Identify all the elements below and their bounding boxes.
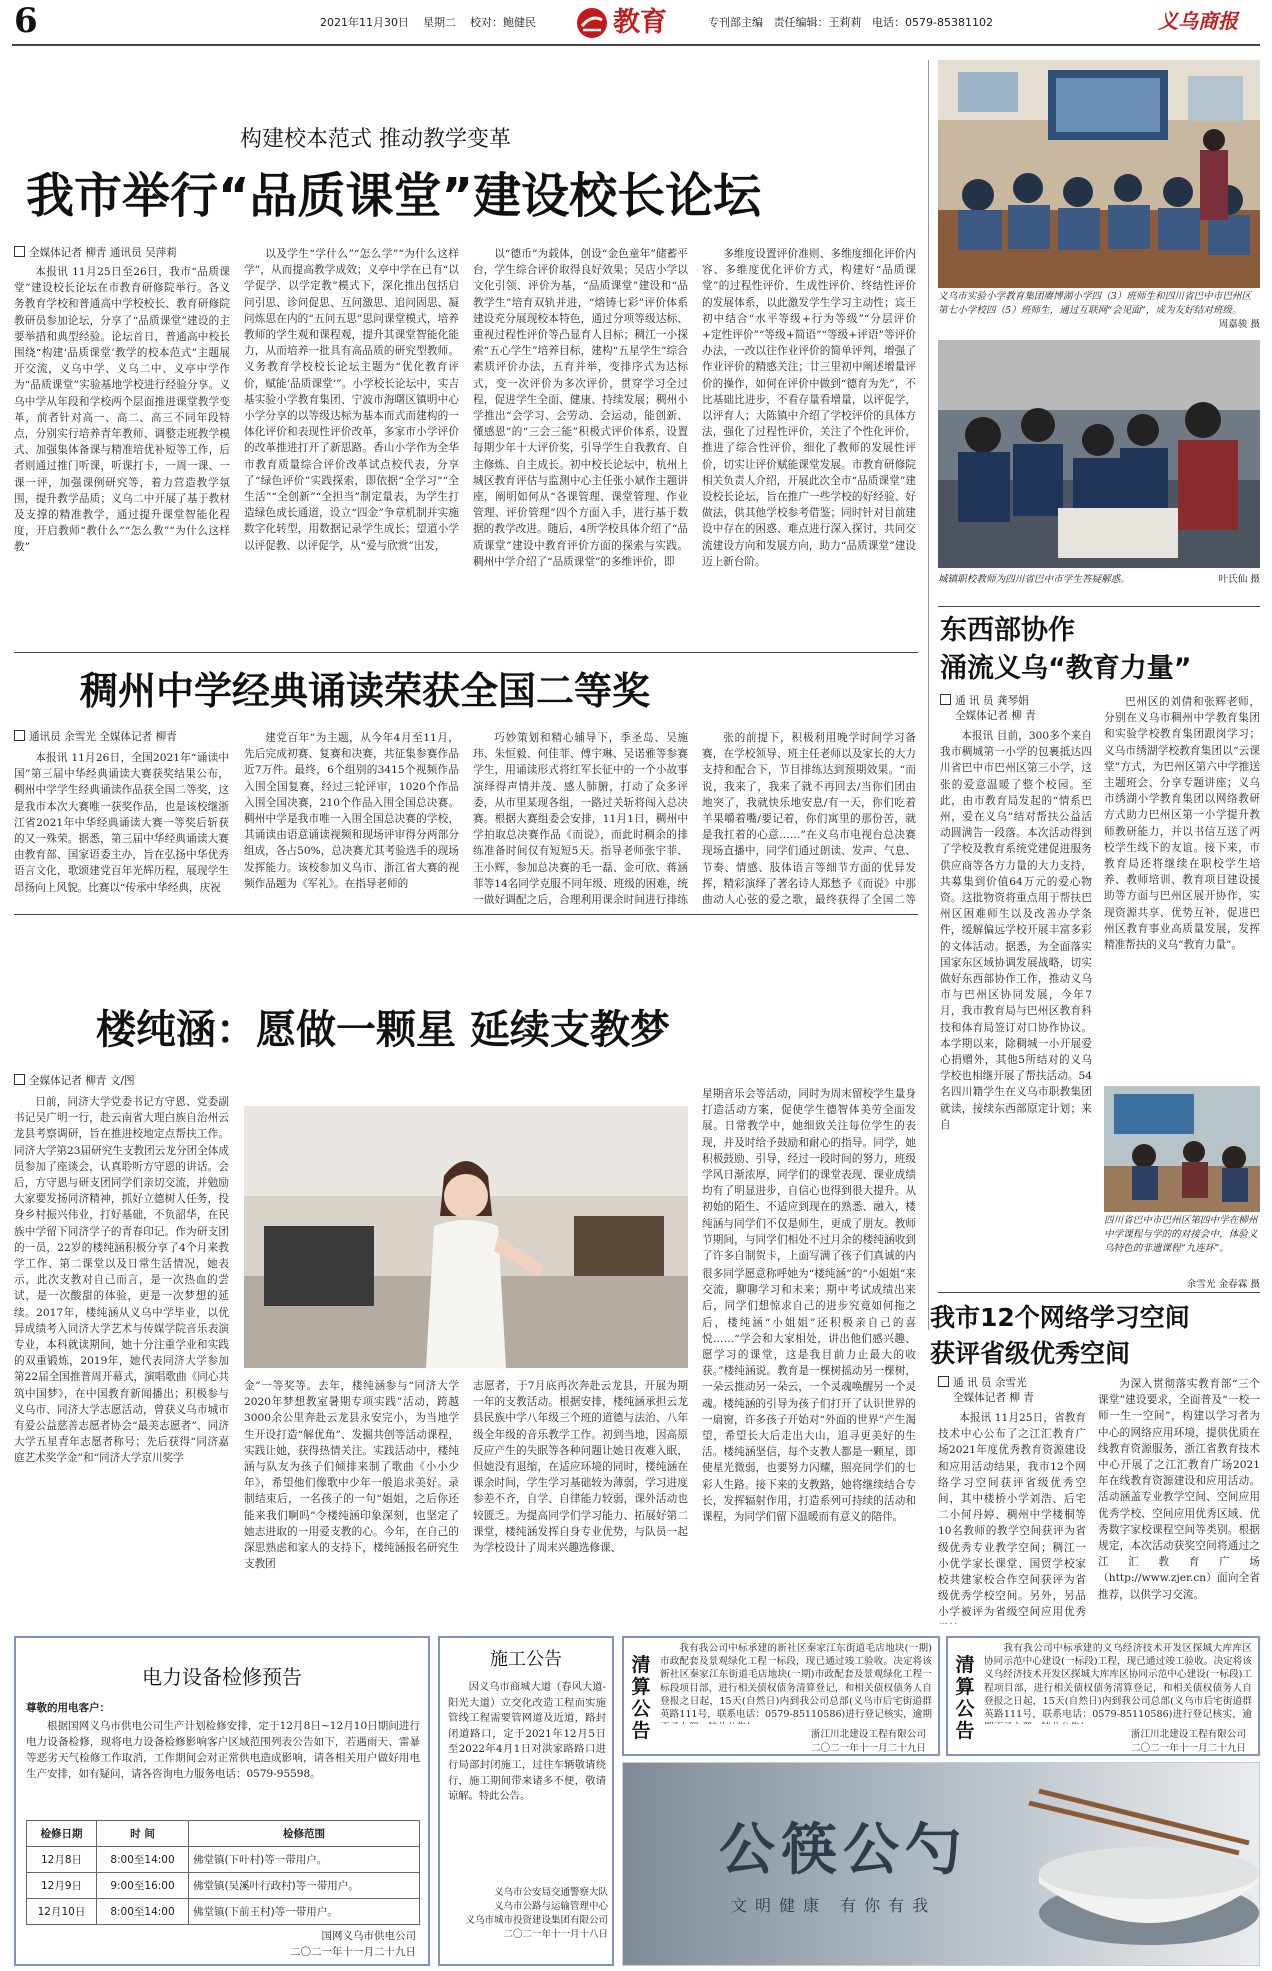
table-row: 12月8日 8:00至14:00 佛堂镇(下叶村)等一带用户。 (27, 1847, 420, 1873)
power-notice-signer: 国网义乌市供电公司 (321, 1930, 416, 1942)
article4-top-rule (14, 914, 918, 915)
clearance2-date: 二〇二一年十一月二十九日 (1130, 1743, 1246, 1754)
article1-col-1: 本报讯 11月25日至26日，我市“品质课堂”建设校长论坛在市教育研修院举行。各义务教育学校和普通高中学校校长、教育研修院教研员参加论坛，分享了“品质课堂”建设的主要举措和典型经验。论坛首日，普通高中校长围绕“构建‘品质课堂’教学的校本范式”主题展开交流，义乌中学、义乌二中、义亭中学作为“品质课堂”实验基地学校进行经验分享。义乌中学从年段和学校两个层面推进课堂教学变革，前者针对高一、高二、高三不同年段特点，分别实行培养青年教师、调整走班教学模式、加强集体备课与精准培优补短等工作，后者则通过推门听课，听课打卡，一周一课、一课一评，加强课例研究等，着力营造教学氛围，提升教学品质；义乌二中开展了基于教材及支撑的精准教学，通过提升课堂智能化程度，开启教师“教什么”“怎么教”“为什么这样教” (14, 266, 230, 554)
article3-col-b: 巴州区的刘倩和张辉老师，分别在义乌市稠州中学教育集团和实验学校教育集团跟岗学习；义乌市绣湖学校教育集团以“云课堂”方式，为巴州区第六中学推送主题班会、分享专题讲座；义乌市绣湖小学教育集团以网络教研方式助力巴州区第一小学提升教师教研能力，并以书信互送了两校学生线下的友谊。接下来，市教育局还将继续在职校学生培养、教师培训、教育项目建设援助等方面与巴州区展开协作，实现资源共享、优势互补，促进巴州区教育事业高质量发展，发挥精准帮扶的义乌“教育力量”。 (1104, 696, 1260, 952)
article2-col-4: 张的前提下，积极利用晚学时间学习备赛，在学校领导、班主任老师以及家长的大力支持和配合下，节目排练达到预期效果。“而说，我来了，我来了就不再回去/当你们团由地突了，我就快乐地安息/有一天，你们吃着羊果嚼着嘴/要记着，你们寓里的那份苦，就是我扛着的心意……”在义乌市电视台总决赛现场直播中，同学们通过朗读、发声、气息、节奏、情感、肢体语言等细节方面的优异发挥，精彩演绎了著名诗人郑愁予《而说》中那曲动人心弦的爱之歌，最终获得了全国二等 (702, 732, 916, 906)
construction-notice-body: 因义乌市商城大道（春风大道-阳光大道）立交化改造工程而实施管线工程需要管网道及近道，路封闭道路口，定于2021年12月5日至2022年4月1日对洪家路路口进行局部封闭施工，过往车辆敬请绕行，施工期间带来诸多不便，敬请谅解。特此公告。 (448, 1681, 606, 1803)
power-maintenance-notice (14, 1636, 430, 1966)
photo1-credit: 周嘉骏 摄 (1218, 319, 1260, 330)
article4-col-4b: 很多同学愿意称呼她为“楼纯涵”的“小姐姐”来交流，聊聊学习和未来；期中考试成绩出来后，同学们想惊求自己的进步究竟如何拖之后，楼纯涵“小姐姐”还积极亲自己的喜悦……“学会和大家相处，讲出他们感兴趣、愿学习的课堂，这是我目前力止最大的收获。”楼纯涵说。教育是一棵树摇动另一棵树，一朵云推动另一朵云，一个灵魂唤醒另一个灵魂。楼纯涵的引导为孩子们打开了认识世界的一扇窗，许多孩子开始对“外面的世界”产生渴望，希望长大后走出大山，追寻更美好的生活。楼纯涵坚信，每个支教人都是一颗星，即使星光微弱，也要努力闪耀，照亮同学们的七彩人生路。接下来的支教路，她将继续结合专长，发挥辐射作用，打造系列可持续的活动和课程，为同学们留下温暖而有意义的陪伴。 (702, 1268, 916, 1524)
construction-notice (438, 1636, 614, 1966)
section-logo-icon (573, 6, 611, 40)
masthead-rule (12, 44, 1260, 46)
article3-top-rule (938, 606, 1260, 607)
clearance1-signer: 浙江川北建设工程有限公司 (810, 1729, 926, 1740)
article4-col-3: 志愿者，于7月底再次奔赴云龙县，开展为期一年的支教活动。根据安排，楼纯涵承担云龙县民族中学八年级三个班的道德与法治、八年级全年级的音乐教学工作。初到当地，因高原反应产生的失眠等各种问题让她日夜难入眠，但她没有退缩，在适应环境的同时，楼纯涵在课余时间，学生学习基础较为薄弱，学习进度参差不齐，自学、自律能力较弱，课外活动也较匮乏。为提高同学们学习能力、拓展好第二课堂，楼纯涵发挥自身专业优势，与队员一起为学校设计了周末兴趣选修课、 (473, 1380, 688, 1555)
photo3-credit: 余雪光 金春霖 摄 (1186, 1279, 1260, 1290)
article4-headline: 楼纯涵：愿做一颗星 延续支教梦 (96, 1007, 670, 1053)
construction-notice-title: 施工公告 (490, 1649, 562, 1670)
clearance1-label: 清算公告 (631, 1654, 651, 1742)
power-schedule-table (26, 1820, 420, 1925)
article2-col-1: 本报讯 11月26日，全国2021年“诵读中国”第三届中华经典诵读大赛获奖结果公布，稠州中学学生经典诵读作品获全国二等奖，这是我市本次大赛唯一获奖作品，也是该校继浙江省2021年中华经典诵读大赛一等奖后斩获的又一殊荣。据悉，第三届中华经典诵读大赛由教育部、国家语委主办，旨在弘扬中华优秀语言文化，歌颂建党百年光辉历程，展现学生昂扬向上风貌。比赛以“传承中华经典，庆祝 (14, 752, 229, 894)
proofreader: 校对：鲍健民 (470, 16, 536, 29)
page-number: 6 (14, 1, 38, 41)
article3-col-a: 本报讯 目前，300多个来自我市稠城第一小学的包裹抵达四川省巴中市巴州区第三小学，这张的爱意温暖了整个校园。至此，由市教育局发起的“情系巴州，爱在义乌”结对帮扶公益活动圆满告一段落。本次活动得到了学校及教育系统党建促进服务供应商等各方力量的大力支持，共募集到价值64万元的爱心物资。这批物资将重点用于帮扶巴州区困难师生以及改善办学条件，缓解偏远学校开展丰富多彩的文体活动。据悉，为全面落实国家东区域协调发展战略，切实做好东西部协作工作，推动义乌市与巴州区协同发展，今年7月，我市教育局与巴州区教育科技和体育局签订对口协作协议。本学期以来，除稠城一小开展爱心捐赠外，其他5所结对的义乌学校也相继开展了帮扶活动。54名四川籍学生在义乌市职教集团就读，接续东西部原定计划；来自 (940, 730, 1092, 1131)
article5-headline: 我市12个网络学习空间 获评省级优秀空间 (930, 1303, 1190, 1368)
article4-col-1: 日前，同济大学党委书记方守恩、党委副书记吴广明一行，赴云南省大理白族自治州云龙县考察调研，旨在推进校地定点帮扶工作。同济大学第23届研究生支教团云龙分团全体成员参加了座谈会，认真聆听方守恩的讲话。会后，方守恩与研支团同学们亲切交流，并勉励大家要发扬同济精神，抓好立德树人任务，投身乡村振兴伟业，打好基础，不负韶华，在民族中学留下同济学子的青春印记。作为研支团的一员，22岁的楼纯涵积极分享了4个月来教学工作、第二课堂以及日常生活情况，她表示，此次支教对自己而言，是一次热血的尝试，是一次酸甜的体验，更是一次梦想的延续。2017年，楼纯涵从义乌中学毕业，以优异成绩考入同济大学艺术与传媒学院音乐表演专业，本科就读期间，她十分注重学业和实践的双重锻炼，2019年，她代表同济大学参加第22届全国推普周开幕式，演唱歌曲《同心共筑中国梦》，在中国教育新闻播出；积极参与义乌市、同济大学志愿活动，曾获义乌市城市有爱公益慈善志愿者协会“最美志愿者”、同济大学五星青年志愿者称号；先后获得“同济嘉庭艺术奖学金”和“同济大学京川奖学 (14, 1096, 229, 1465)
article5-byline: 通 讯 员 余雪光 全媒体记者 柳 青 (938, 1376, 1088, 1406)
article2-col-2: 建党百年”为主题，从今年4月至11月，先后完成初赛、复赛和决赛，共征集参赛作品近7万件。最终，6个组别的3415个视频作品入围全国复赛，经过三轮评审，1020个作品入围全国决赛，210个作品入围全国总决赛。稠州中学是我市唯一入围全国总决赛的学校，其诵读由语意诵读视频和现场评审得分两部分组成，各占50%，总决赛尤其考验选手的现场发挥能力。该校参加义乌市、浙江省大赛的视频作品题为《军礼》。在指导老师的 (244, 732, 459, 890)
table-header: 检修范围 (189, 1821, 420, 1847)
newspaper-name: 义乌商报 (1158, 9, 1238, 33)
table-header-row (27, 1821, 420, 1847)
byline-box-icon (14, 246, 25, 257)
clearance2-label: 清算公告 (955, 1654, 975, 1742)
table-row: 12月10日 8:00至14:00 佛堂镇(下前王村)等一带用户。 (27, 1899, 420, 1925)
article2-col-3: 巧妙策划和精心辅导下，季圣岛、吴施玮、朱恒毅、何佳菲、傅宇琳、吴诺雅等参赛学生，用诵读形式将红军长征中的一个小故事演绎得声情并茂、感人肺腑，打动了众多评委，从市里某现各组，一路过关斩将闯入总决赛。根据大赛组委会安排，11月1日，稠州中学拍取总决赛作品《而说》，而此时稠余的排练准备时间仅有短短5天。指导老师张宇菲、王小辉，参加总决赛的毛一磊、金可欣、蒋涵菲等14名同学克服不同年级、班级的困难，统一做好调配之后，合理利用课余时间进行排练 (473, 732, 688, 906)
article2-top-rule (14, 652, 918, 653)
article3-byline: 通 讯 员 龚琴娟 全媒体记者 柳 青 (940, 694, 1090, 724)
column-divider (928, 60, 929, 1330)
article4-byline: 全媒体记者 柳青 文/图 (14, 1074, 234, 1089)
section-name: 教育 (613, 7, 667, 38)
table-header: 检修日期 (27, 1821, 97, 1847)
article5-col-a: 本报讯 11月25日，省教育技术中心公布了之江汇教育广场2021年度优秀教育资源建设和应用活动结果，我市12个网络学习空间获评省级优秀空间，其中楼桥小学刘浩、后宅二小何丹婷、稠州中学楼桐等10名教师的教学空间获评为省级优秀专业教学空间；稠江一小优学家长课堂、国贸学校家校共建家校合作空间获评为省级优秀学校空间。另外，另品小学被评为省级空间应用优秀 (938, 1412, 1086, 1619)
teacher-students-photo (938, 340, 1260, 568)
clearance1-date: 二〇二一年十一月二十九日 (810, 1743, 926, 1754)
power-notice-title: 电力设备检修预告 (142, 1665, 302, 1689)
table-header: 时 间 (97, 1821, 189, 1847)
chief-editor: 专刊部主编 (708, 16, 763, 29)
article1-byline: 全媒体记者 柳青 通讯员 吴萍莉 (14, 246, 234, 261)
psa-slogan: 文明健康 有你有我 (731, 1896, 937, 1915)
power-notice-body: 根据国网义乌市供电公司生产计划检修安排，定于12月8日~12月10日期间进行电力设备检修，现将电力设备检修影响客户区域范围列表公告如下，若遇雨天、雷暴等恶劣天气检修工作取消，工作期间会对正常供电造成影响，请各相关用户做好用电生产安排，如有疑问，请各咨询电力服务电话：0579-95598。 (26, 1720, 420, 1780)
public-chopsticks-ad (622, 1762, 1260, 1966)
article4-col-2: 金”一等奖等。去年，楼纯涵参与“同济大学2020年梦想教室暑期专项实践”活动，跨越3000余公里奔赴云龙县永安完小，为当地学生开设打造“解优角”、发掘共创等活动课程，实践让她，获得热情关注。实践活动中，楼纯涵与队友为孩子们倾排来制了歌曲《小小少年》，希望他们像歌中少年一般追求美好。录制结束后，一名孩子的一句“姐姐，之后你还能来我们啊吗”令楼纯涵印象深刻，也坚定了她志进取的一用爱支教的心。今年，在自己的深思熟虑和家人的支持下，楼纯涵报名研究生支教团 (244, 1380, 459, 1571)
heritage-course-photo (1104, 1086, 1260, 1212)
section-badge (573, 6, 703, 40)
masthead (0, 0, 1272, 42)
article3-headline: 东西部协作 涌流义乌“教育力量” (940, 615, 1192, 684)
byline-box-icon (940, 694, 951, 705)
clearance-notice-1 (622, 1636, 940, 1756)
byline-box-icon (938, 1376, 949, 1387)
photo3-caption: 四川省巴中市巴州区第四中学在柳州中学课程与学的的对接会中，体验义乌特色的非遗课程“九连环”。 (1104, 1215, 1258, 1254)
article2-headline: 稠州中学经典诵读荣获全国二等奖 (80, 669, 651, 713)
table-row: 12月9日 9:00至16:00 佛堂镇(吴溪叶行政村)等一带用户。 (27, 1873, 420, 1899)
singer-portrait-photo (244, 1106, 688, 1368)
masthead-info-right (708, 14, 993, 30)
issue-weekday: 星期二 (423, 16, 456, 29)
byline-box-icon (14, 730, 25, 741)
clearance-notice-2 (946, 1636, 1260, 1756)
article1-col-2: 以及学生“学什么”“怎么学”“为什么这样学”，从而提高教学成效；义亭中学在已有“以学促学、以学定教”模式下，深化推出包括启问引思、诊问促思、互问激思、追问固思、凝问炼思在内的“五问五思”思问课堂模式，培养教师的学生观和课程观，提升其课堂智能化能力，从而培养一批具有高品质的研究型教师。义务教育学校校长论坛主题为“优化教育评价，赋能‘品质课堂’”。小学校长论坛中，实吉基实验小学教育集团、宁波市海曙区镇明中心小学分享的以等级达标为基本而式而建构的一体化评价和表现性评价改革，多家市小学评价的改革推进打开了新思路。香山小学作为全华市教育质量综合评价改革试点校代表，分享了“绿色评价”实践探索，即依据“全学习”“全生活”“全创新”“全担当”制定量表，为学生打造绿色成长通道，设立“四金”争章机制并实施数字化转型，用数据记录学生成长；望道小学以评促教、以评促学，从“爱与欣赏”出发， (244, 248, 459, 552)
article2-byline: 通讯员 余雪光 全媒体记者 柳青 (14, 730, 234, 745)
article5-col-b: 为深入贯彻落实教育部“三个课堂”建设要求，全面普及“一校一师一生一空间”，构建以学习者为中心的网络应用环境，提供优质在线教育资源服务，浙江省教育技术中心开展了之江汇教育广场2021年在线教育资源建设和应用活动。活动涵盖专业教学空间、空间应用优秀学校、空间应用优秀区域、优秀数字家校课程空间等类别。根据规定，本次活动获奖空间将通过之江汇教育广场（http://www.zjer.cn）面向全省推荐，以供学习交流。 (1098, 1378, 1260, 1601)
article1-col-4: 多维度设置评价准则、多维度细化评价内容、多维度优化评价方式，构建好“品质课堂”的过程性评价、生成性评价、终结性评价的发展体系，以此激发学生学习主动性；宾王初中结合“水平等级+行为等级”“分层评价+定性评价”“等级+简语”“等级+评语”等评价办法，一改以往作业评价的简单评判，增强了作业评价的精感关注；廿三里初中阐述增量评价的操作，如何在评价中做到“德育为先”，不比基础比进步，不看存量看增量，以评促学，以评育人；大陈镇中介绍了学校评价的具体方法，强化了过程性评价，关注了个性化评价，推进了综合性评价，细化了教师的发展性评价，切实让评价赋能课堂发展。市教育研修院相关负责人介绍，开展此次全市“品质课堂”建设校长论坛，旨在推广一些学校的好经验、好做法，供其他学校参考借鉴；同时针对目前建设中存在的困惑、难点进行深入探讨，共同交流建设方向和发展方向，助力“品质课堂”建设迈上新台阶。 (702, 248, 916, 568)
classroom-video-photo (938, 60, 1260, 288)
article1-headline: 我市举行“品质课堂”建设校长论坛 (26, 168, 762, 224)
byline-box-icon (14, 1074, 25, 1085)
power-notice-date: 二〇二一年十一月二十九日 (290, 1946, 416, 1958)
psa-title: 公筷公勺 (719, 1817, 967, 1883)
clearance2-signer: 浙江川北建设工程有限公司 (1130, 1729, 1246, 1740)
masthead-info-left (320, 14, 536, 30)
contact-phone: 电话：0579-85381102 (872, 16, 993, 29)
article5-top-rule (938, 1292, 1260, 1293)
photo2-credit: 叶氏仙 摄 (1218, 574, 1260, 585)
photo2-caption: 城镇职校教师为四川省巴中市学生答疑解惑。 叶氏仙 摄 (938, 574, 1260, 585)
article1-subtitle: 构建校本范式 推动教学变革 (240, 127, 511, 152)
bowl-chopsticks-icon (999, 1763, 1259, 1966)
photo1-caption: 义乌市实验小学教育集团赓博湖小学四（3）班师生和四川省巴中市巴州区第七小学校四（5）班师生，通过互联网“会见面”，成为友好结对班级。 周嘉骏 摄 (938, 291, 1260, 330)
article4-col-4a: 星期音乐会等活动，同时为周末留校学生量身打造活动方案，促使学生德智体美劳全面发展。日常教学中，她细致关注每位学生的表现，并及时给予鼓励和耐心的指导。同学，她积极鼓励、引导，经过一段时间的努力，班级学风日渐浓厚，同学们的课堂表现、课业成绩均有了明显进步，自信心也得到很大提升。从初始的陌生、不适应到现在的熟悉、融入，楼纯涵与同学们不仅是师生，更成了朋友。教师节期间，与同学们相处不过月余的楼纯涵收到了许多自制贺卡，上面写满了孩子们真诚的内 (702, 1088, 916, 1263)
construction-signers: 义乌市公安局交通警察大队 义乌市公路与运输管理中心 义乌市城市投资建设集团有限公司 二〇二一年十一月十八日 (465, 1887, 608, 1940)
article1-col-3: 以“德币”为载体，创设“金色童年”储蓄平台，学生综合评价取得良好效果；吴店小学以文化引领、评价为基，“品质课堂”建设和“品教学生”培育双轨并进，“熔铸七彩”评价体系建设充分展现校本特色，通过分项等级达标、重视过程性评价等凸显育人目标；稠江一小探索“五心学生”培养目标，建构“五星学生”综合素质评价办法，五育并举，变排序式为达标式，变一次评价为多次评价，贯穿学习全过程，促进学生全面、健康、持续发展；稠州小学推出“会学习、会劳动、会运动，能创新、懂感恩”的“三会三能”积极式评价体系，设置每期少年十大评价奖，引导学生自我教育、自主修炼、自主成长。初中校长论坛中，杭州上城区教育评估与监测中心主任张小斌作主题讲座，阐明如何从“各课管理、课堂管理、作业管理、评价管理”四个方面入手，进行基于数据的教学改进。随后，4所学校具体介绍了“品质课堂”建设中教育评价方面的探索与实践。稠州中学介绍了“品质课堂”的多维评价，即 (473, 248, 688, 568)
issue-date: 2021年11月30日 (320, 16, 409, 29)
clearance1-body: 我有我公司中标承建的新社区秦家江东街道毛店地块(一期)市政配套及景观绿化工程一标段，现已通过竣工验收。决定将该新社区秦家江东街道毛店地块(一期)市政配套及景观绿化工程一标段项目部，进行相关债权债务清算登记，和相关债权债务人自登报之日起，15天(自然日)内到我公司总部(义乌市后宅街道群英路111号，联系电话：0579-85110586)进行登记核实，逾期 (660, 1643, 932, 1721)
duty-editor: 责任编辑：王莉莉 (773, 16, 862, 29)
clearance2-body: 我有我公司中标承建的义乌经济技术开发区探城大库库区协同示范中心建设(一标段)工程，现已通过竣工验收。决定将该义乌经济技术开发区探城大库库区协同示范中心建设(一标段)工程项目部，进行相关债权债务清算登记，和相关债权债务人自登报之日起，15天(自然日)内到我公司总部(义乌市后宅街道群英路111号，联系电话：0579-85110586)进行登记核实，逾 (984, 1643, 1252, 1721)
power-notice-greeting: 尊敬的用电客户： (26, 1702, 110, 1714)
